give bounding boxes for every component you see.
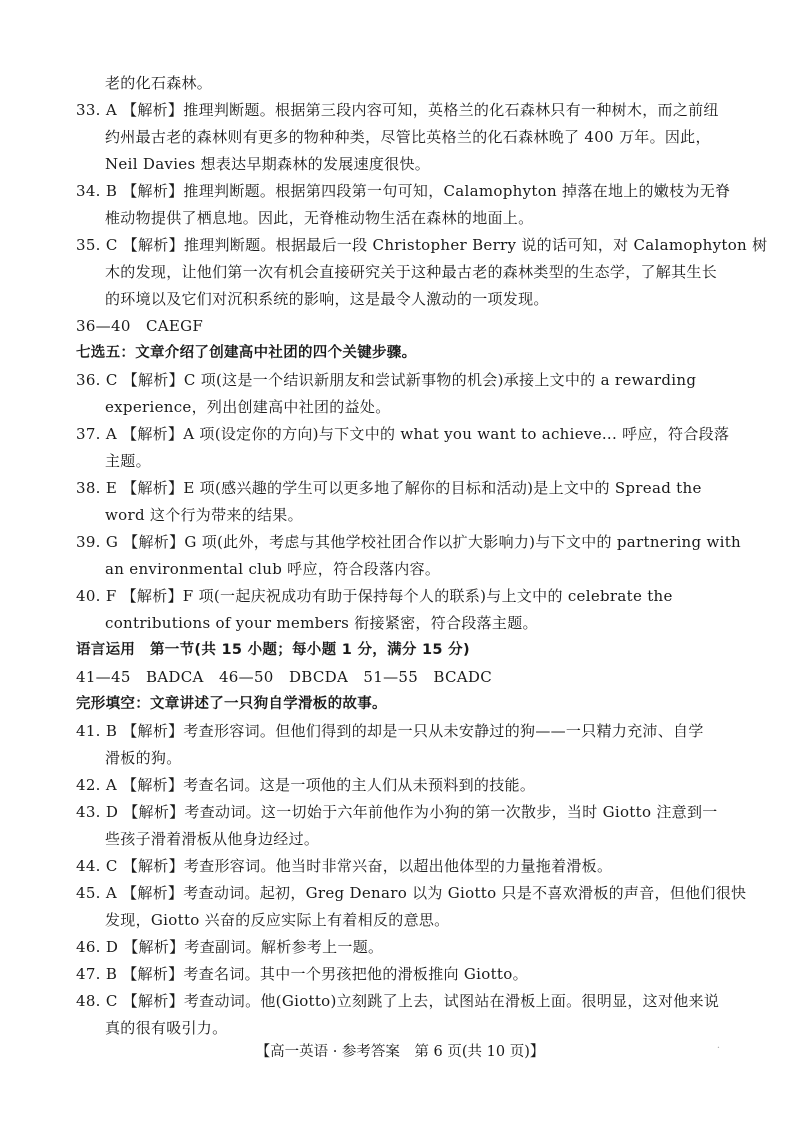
answer-line: 36—40 CAEGF <box>76 317 204 335</box>
answer-line: 老的化石森林。 <box>105 74 213 92</box>
answer-line: 33. A 【解析】推理判断题。根据第三段内容可知，英格兰的化石森林只有一种树木，而之前纽 <box>76 101 719 119</box>
answer-line: 48. C 【解析】考查动词。他(Giotto)立刻跳了上去，试图站在滑板上面。很明显，这对他来说 <box>76 992 720 1010</box>
answer-line: 约州最古老的森林则有更多的物种种类，尽管比英格兰的化石森林晚了 400 万年。因此， <box>105 128 711 146</box>
answer-line: 41—45 BADCA 46—50 DBCDA 51—55 BCADC <box>76 668 492 686</box>
answer-line: 41. B 【解析】考查形容词。但他们得到的却是一只从未安静过的狗——一只精力充沛、自学 <box>76 722 704 740</box>
answer-line: 些孩子滑着滑板从他身边经过。 <box>105 830 320 848</box>
answer-line: 45. A 【解析】考查动词。起初，Greg Denaro 以为 Giotto 只是不喜欢滑板的声音，但他们很快 <box>76 884 747 902</box>
section-heading: 七选五：文章介绍了创建高中社团的四个关键步骤。 <box>76 345 417 361</box>
answer-line: 滑板的狗。 <box>105 749 182 767</box>
answer-line: 木的发现，让他们第一次有机会直接研究关于这种最古老的森林类型的生态学，了解其生长 <box>105 263 718 281</box>
answer-line: word 这个行为带来的结果。 <box>105 506 303 524</box>
corner-mark: · <box>716 1043 720 1054</box>
answer-line: 44. C 【解析】考查形容词。他当时非常兴奋，以超出他体型的力量拖着滑板。 <box>76 857 613 875</box>
answer-line: 46. D 【解析】考查副词。解析参考上一题。 <box>76 938 384 956</box>
answer-line: 的环境以及它们对沉积系统的影响，这是最令人激动的一项发现。 <box>105 290 549 308</box>
answer-line: 真的很有吸引力。 <box>105 1019 228 1037</box>
answer-line: Neil Davies 想表达早期森林的发展速度很快。 <box>105 155 431 173</box>
answer-line: 42. A 【解析】考查名词。这是一项他的主人们从未预料到的技能。 <box>76 776 536 794</box>
section-heading: 语言运用 第一节(共 15 小题；每小题 1 分，满分 15 分) <box>76 642 470 658</box>
answer-line: 主题。 <box>105 452 151 470</box>
section-heading: 完形填空：文章讲述了一只狗自学滑板的故事。 <box>76 696 387 712</box>
answer-line: an environmental club 呼应，符合段落内容。 <box>105 560 441 578</box>
answer-line: 38. E 【解析】E 项(感兴趣的学生可以更多地了解你的目标和活动)是上文中的 Spread the <box>76 479 702 497</box>
answer-line: 47. B 【解析】考查名词。其中一个男孩把他的滑板推向 Giotto。 <box>76 965 528 983</box>
answer-line: 发现，Giotto 兴奋的反应实际上有着相反的意思。 <box>105 911 450 929</box>
page-footer: 【高一英语 · 参考答案 第 6 页(共 10 页)】 <box>255 1044 545 1060</box>
answer-line: 40. F 【解析】F 项(一起庆祝成功有助于保持每个人的联系)与上文中的 celebrate the <box>76 587 673 605</box>
answer-line: 39. G 【解析】G 项(此外，考虑与其他学校社团合作以扩大影响力)与下文中的 partnering with <box>76 533 742 551</box>
answer-line: 34. B 【解析】推理判断题。根据第四段第一句可知，Calamophyton 掉落在地上的嫩枝为无脊 <box>76 182 731 200</box>
answer-line: 36. C 【解析】C 项(这是一个结识新朋友和尝试新事物的机会)承接上文中的 a rewarding <box>76 371 697 389</box>
answer-line: experience，列出创建高中社团的益处。 <box>105 398 391 416</box>
answer-line: 椎动物提供了栖息地。因此，无脊椎动物生活在森林的地面上。 <box>105 209 534 227</box>
answer-line: 37. A 【解析】A 项(设定你的方向)与下文中的 what you want to achieve... 呼应，符合段落 <box>76 425 730 443</box>
answer-line: 43. D 【解析】考查动词。这一切始于六年前他作为小狗的第一次散步，当时 Giotto 注意到一 <box>76 803 718 821</box>
answer-line: 35. C 【解析】推理判断题。根据最后一段 Christopher Berry 说的话可知，对 Calamophyton 树 <box>76 236 768 254</box>
answer-text-body <box>76 70 768 1042</box>
answer-line: contributions of your members 衔接紧密，符合段落主题。 <box>105 614 538 632</box>
